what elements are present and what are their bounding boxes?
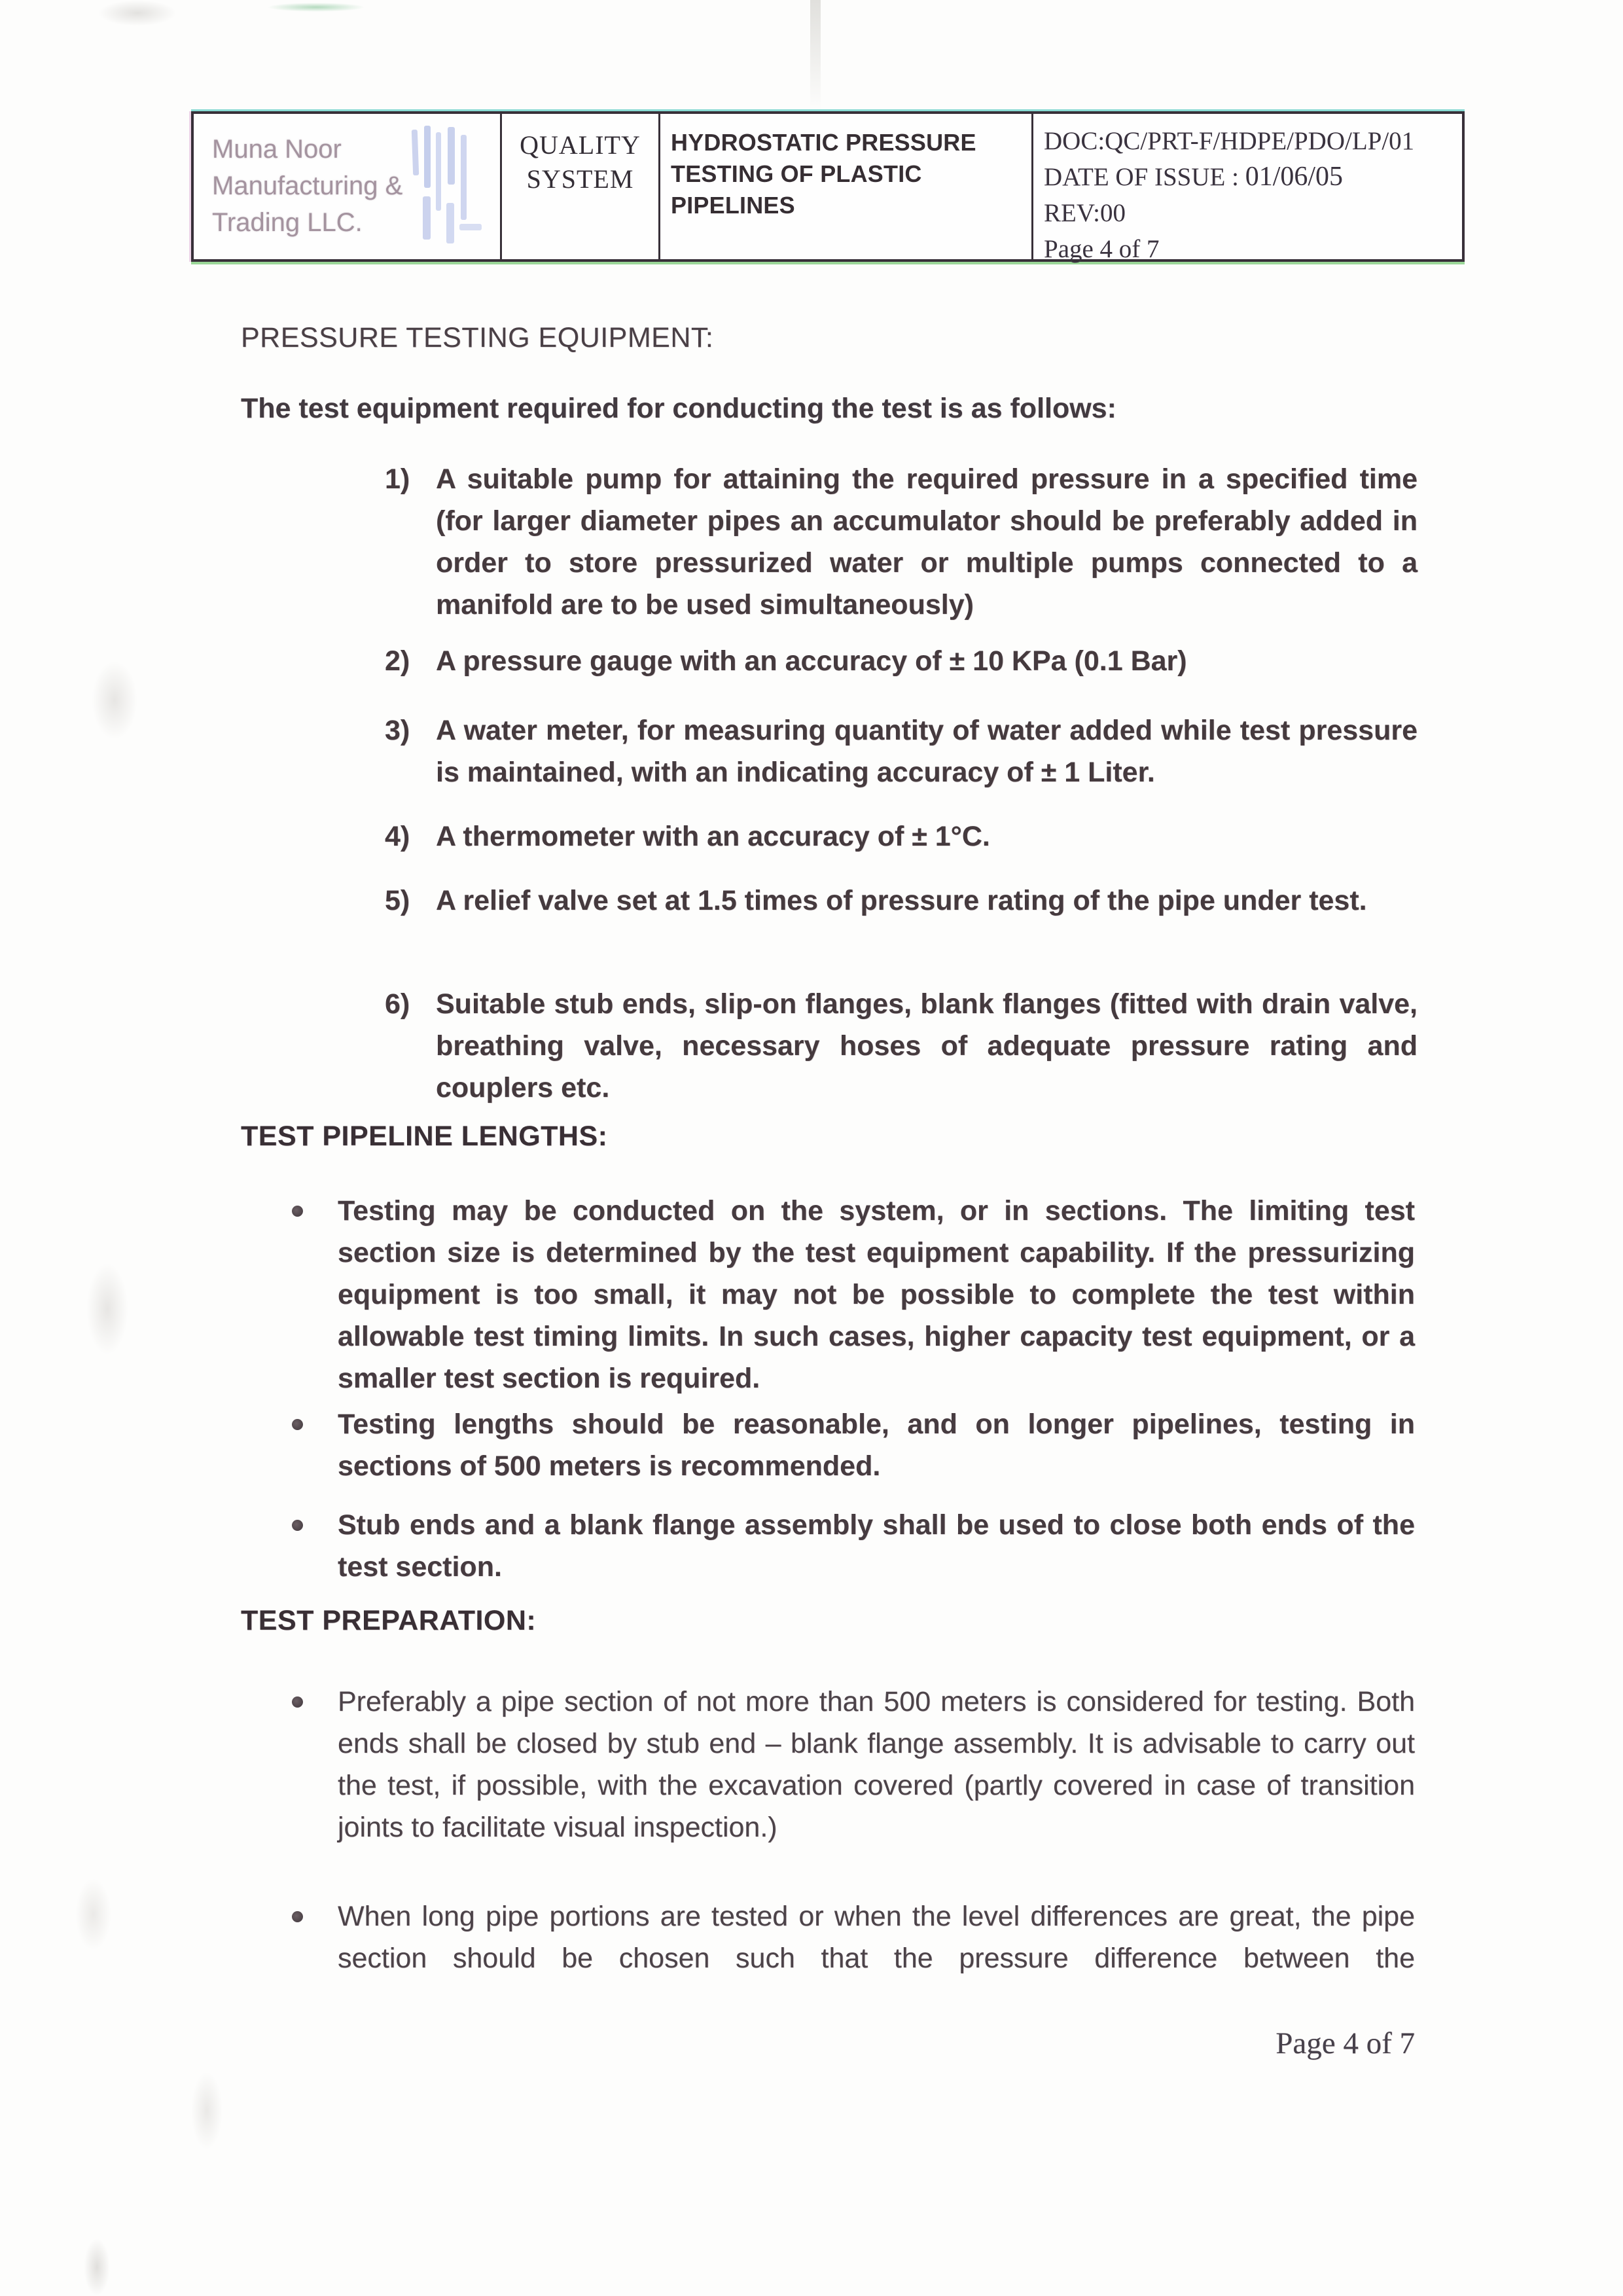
doc-number: DOC:QC/PRT-F/HDPE/PDO/LP/01: [1044, 127, 1415, 155]
bullet-icon: [285, 1504, 338, 1588]
bullet-text: Preferably a pipe section of not more than 500 meters is considered for testing. Both ends shall be closed by stub end – blank flange assembly. It is advisable to carry out the test, if possible, with the excavation covered (partly covered in case of transition joints to facilitate visual inspection.): [338, 1686, 1415, 1843]
list-item: [385, 640, 1418, 682]
doc-info-cell: [1031, 114, 1462, 263]
company-name: Muna Noor Manufacturing & Trading LLC.: [212, 135, 403, 237]
company-logo: [410, 126, 488, 243]
item-number: 6): [385, 988, 410, 1020]
section-heading-lengths: TEST PIPELINE LENGTHS:: [241, 1121, 608, 1152]
footer-page-number: Page 4 of 7: [1275, 2026, 1415, 2060]
company-cell: [194, 114, 500, 259]
item-text: A water meter, for measuring quantity of water added while test pressure is maintained, with an indicating accuracy of ± 1 Liter.: [436, 715, 1418, 788]
bullet-icon: [285, 1681, 338, 1848]
list-item: [385, 816, 1418, 857]
list-item: [285, 1504, 1415, 1588]
list-item: [285, 1681, 1415, 1848]
scan-artifact: [191, 2072, 223, 2150]
item-text: A pressure gauge with an accuracy of ± 10 KPa (0.1 Bar): [436, 645, 1187, 677]
list-item: [385, 880, 1418, 922]
item-number: 1): [385, 463, 410, 495]
doc-title: HYDROSTATIC PRESSURE TESTING OF PLASTIC PIPELINES: [658, 114, 1031, 259]
item-number: 3): [385, 715, 410, 746]
scan-artifact: [92, 661, 137, 740]
bullet-text: Testing may be conducted on the system, or in sections. The limiting test section size is determined by the test equipment capability. If the pressurizing equipment is too small, it may not be possible to complete the test within allowable test timing limits. In such cases, higher capacity test equipment, or a smaller test section is required.: [338, 1195, 1415, 1394]
section-heading-equipment: PRESSURE TESTING EQUIPMENT:: [241, 322, 714, 353]
list-item: [285, 1403, 1415, 1487]
list-item: [385, 709, 1418, 793]
scan-artifact: [267, 3, 365, 12]
section-heading-preparation: TEST PREPARATION:: [241, 1605, 537, 1636]
date-of-issue: DATE OF ISSUE : 01/06/05: [1044, 162, 1344, 192]
scan-artifact: [75, 1878, 111, 1950]
doc-header-table: [191, 111, 1465, 262]
equipment-intro: The test equipment required for conducting the test is as follows:: [241, 393, 1116, 424]
header-page-number: Page 4 of 7: [1044, 235, 1160, 263]
scan-artifact: [810, 0, 821, 111]
item-text: Suitable stub ends, slip-on flanges, blank flanges (fitted with drain valve, breathing valve, necessary hoses of adequate pressure rating and couplers etc.: [436, 988, 1418, 1103]
scan-artifact: [98, 0, 177, 26]
bullet-icon: [285, 1895, 338, 1979]
list-item: [285, 1190, 1415, 1399]
list-item: [385, 983, 1418, 1109]
item-text: A thermometer with an accuracy of ± 1°C.: [436, 821, 990, 852]
list-item: [385, 458, 1418, 626]
item-number: 2): [385, 645, 410, 677]
bullet-icon: [285, 1403, 338, 1487]
bullet-icon: [285, 1190, 338, 1399]
item-number: 4): [385, 821, 410, 852]
item-text: A relief valve set at 1.5 times of pressure rating of the pipe under test.: [436, 885, 1367, 916]
scan-artifact: [84, 2238, 110, 2296]
scan-artifact: [86, 1263, 128, 1355]
list-item: [285, 1895, 1415, 1979]
bullet-text: When long pipe portions are tested or when the level differences are great, the pipe section should be chosen such that the pressure difference between the: [338, 1901, 1415, 1974]
item-number: 5): [385, 885, 410, 916]
bullet-text: Stub ends and a blank flange assembly shall be used to close both ends of the test section.: [338, 1509, 1415, 1583]
revision: REV:00: [1044, 199, 1126, 227]
item-text: A suitable pump for attaining the required pressure in a specified time (for larger diameter pipes an accumulator should be preferably added in order to store pressurized water or multiple pumps connected to a manifold are to be used simultaneously): [436, 463, 1418, 620]
quality-system-cell: QUALITY SYSTEM: [500, 114, 658, 259]
bullet-text: Testing lengths should be reasonable, and on longer pipelines, testing in sections of 500 meters is recommended.: [338, 1408, 1415, 1482]
